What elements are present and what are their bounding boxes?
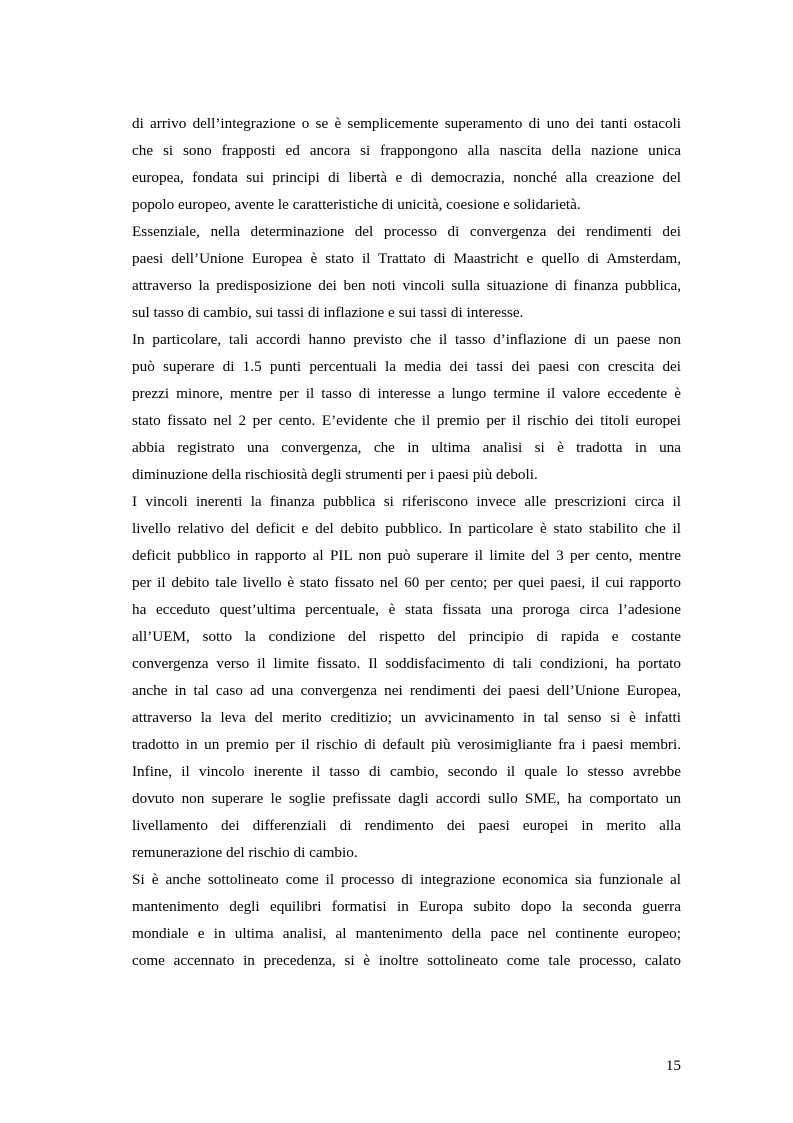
text-line: In particolare, tali accordi hanno previsto che il tasso d’inflazione di un paese non bbox=[132, 331, 681, 348]
text-line: che si sono frapposti ed ancora si frappongono alla nascita della nazione unica bbox=[132, 142, 681, 159]
page-number: 15 bbox=[665, 1057, 681, 1074]
text-line: dovuto non superare le soglie prefissate dagli accordi sullo SME, ha comportato un bbox=[132, 790, 681, 807]
text-line: stato fissato nel 2 per cento. E’evidente che il premio per il rischio dei titoli europei bbox=[132, 412, 681, 429]
text-line: come accennato in precedenza, si è inoltre sottolineato come tale processo, calato bbox=[132, 952, 681, 969]
text-line: remunerazione del rischio di cambio. bbox=[132, 844, 358, 861]
text-line: prezzi minore, mentre per il tasso di interesse a lungo termine il valore eccedente è bbox=[132, 385, 681, 402]
body-text bbox=[132, 110, 681, 974]
text-line: paesi dell’Unione Europea è stato il Trattato di Maastricht e quello di Amsterdam, bbox=[132, 250, 681, 267]
text-line: livello relativo del deficit e del debito pubblico. In particolare è stato stabilito che il bbox=[132, 520, 681, 537]
text-line: convergenza verso il limite fissato. Il soddisfacimento di tali condizioni, ha portato bbox=[132, 655, 681, 672]
text-line: europea, fondata sui principi di libertà e di democrazia, nonché alla creazione del bbox=[132, 169, 681, 186]
text-line: abbia registrato una convergenza, che in ultima analisi si è tradotta in una bbox=[132, 439, 681, 456]
text-line: Si è anche sottolineato come il processo di integrazione economica sia funzionale al bbox=[132, 871, 681, 888]
text-line: diminuzione della rischiosità degli strumenti per i paesi più deboli. bbox=[132, 466, 538, 483]
text-line: Infine, il vincolo inerente il tasso di cambio, secondo il quale lo stesso avrebbe bbox=[132, 763, 681, 780]
text-line: anche in tal caso ad una convergenza nei rendimenti dei paesi dell’Unione Europea, bbox=[132, 682, 681, 699]
text-line: tradotto in un premio per il rischio di default più verosimigliante fra i paesi membri. bbox=[132, 736, 681, 753]
text-line: per il debito tale livello è stato fissato nel 60 per cento; per quei paesi, il cui rapporto bbox=[132, 574, 681, 591]
text-line: livellamento dei differenziali di rendimento dei paesi europei in merito alla bbox=[132, 817, 681, 834]
text-line: attraverso la leva del merito creditizio; un avvicinamento in tal senso si è infatti bbox=[132, 709, 681, 726]
text-line: ha ecceduto quest’ultima percentuale, è stata fissata una proroga circa l’adesione bbox=[132, 601, 681, 618]
text-line: all’UEM, sotto la condizione del rispetto del principio di rapida e costante bbox=[132, 628, 681, 645]
text-line: I vincoli inerenti la finanza pubblica si riferiscono invece alle prescrizioni circa il bbox=[132, 493, 681, 510]
text-line: mondiale e in ultima analisi, al mantenimento della pace nel continente europeo; bbox=[132, 925, 681, 942]
text-line: popolo europeo, avente le caratteristiche di unicità, coesione e solidarietà. bbox=[132, 196, 581, 213]
text-line: sul tasso di cambio, sui tassi di inflazione e sui tassi di interesse. bbox=[132, 304, 524, 321]
text-line: mantenimento degli equilibri formatisi in Europa subito dopo la seconda guerra bbox=[132, 898, 681, 915]
text-line: Essenziale, nella determinazione del processo di convergenza dei rendimenti dei bbox=[132, 223, 681, 240]
text-line: può superare di 1.5 punti percentuali la media dei tassi dei paesi con crescita dei bbox=[132, 358, 681, 375]
text-line: deficit pubblico in rapporto al PIL non può superare il limite del 3 per cento, mentre bbox=[132, 547, 681, 564]
text-line: attraverso la predisposizione dei ben noti vincoli sulla situazione di finanza pubblica, bbox=[132, 277, 681, 294]
text-line: di arrivo dell’integrazione o se è semplicemente superamento di uno dei tanti ostacoli bbox=[132, 115, 681, 132]
